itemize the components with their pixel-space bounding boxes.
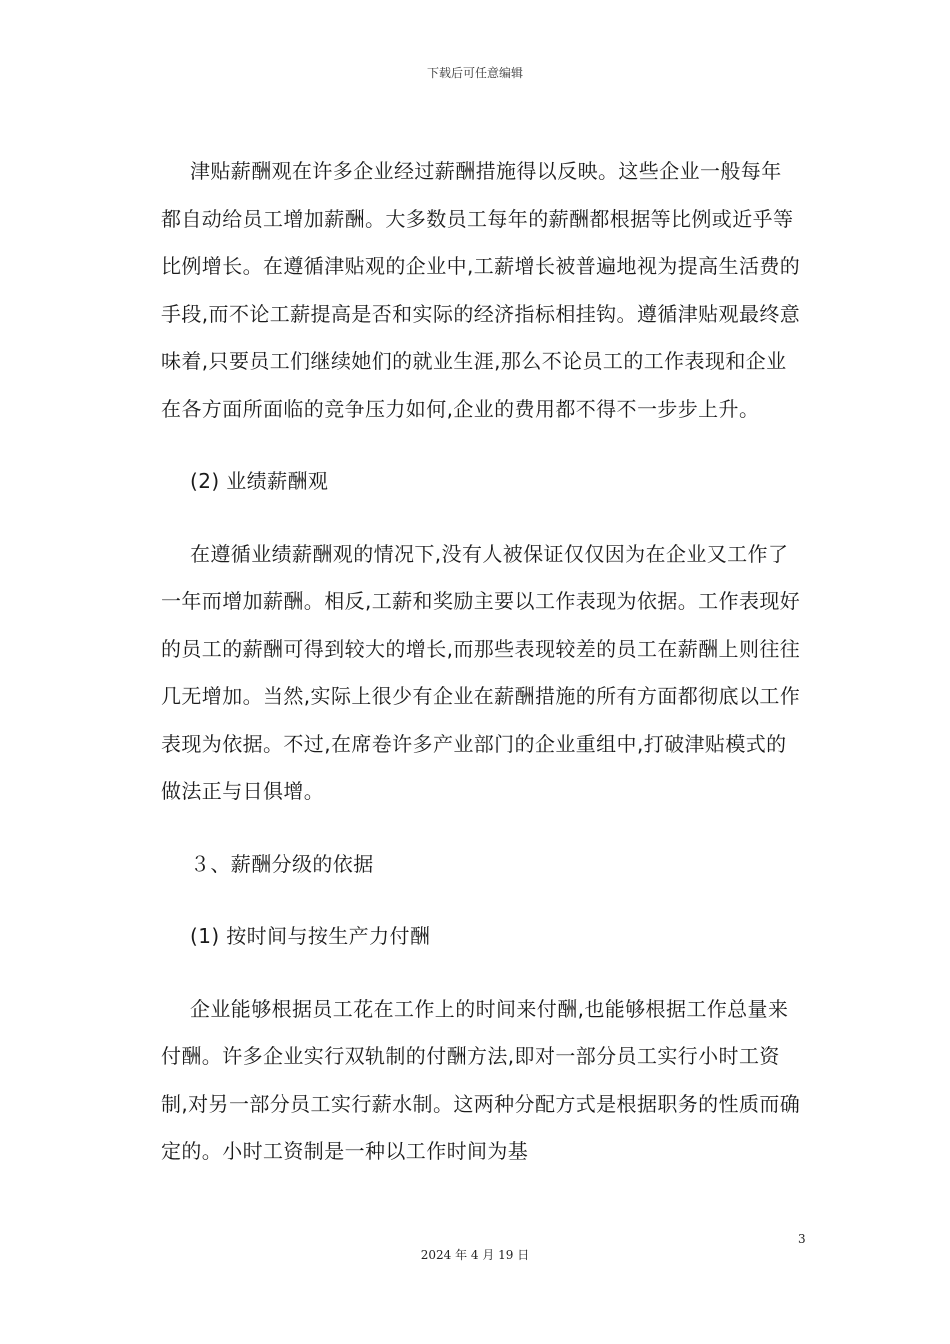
paragraph-gap: [161, 961, 801, 986]
paragraph-time-vs-productivity: 企业能够根据员工花在工作上的时间来付酬,也能够根据工作总量来付酬。许多企业实行双轨制的付酬方法,即对一部分员工实行小时工资制,对另一部分员工实行薪水制。这两种分配方式是根据职务的性质而确定的。小时工资制是一种以工作时间为基: [161, 996, 801, 1163]
paragraph-gap: [161, 816, 801, 841]
paragraph-gap: [161, 888, 801, 913]
page-header: 下载后可任意编辑: [426, 66, 523, 80]
section-heading-pay-grading-basis: ３、薪酬分级的依据: [190, 851, 374, 876]
paragraph-allowance-view: 津贴薪酬观在许多企业经过薪酬措施得以反映。这些企业一般每年都自动给员工增加薪酬。大多数员工每年的薪酬都根据等比例或近乎等比例增长。在遵循津贴观的企业中,工薪增长被普遍地视为提高生活费的手段,而不论工薪提高是否和实际的经济指标相挂钩。遵循津贴观最终意味着,只要员工们继续她们的就业生涯,那么不论员工的工作表现和企业在各方面所面临的竞争压力如何,企业的费用都不得不一步步上升。: [161, 159, 801, 421]
page-footer-date: 2024 年 4 月 19 日: [420, 1248, 530, 1262]
paragraph-gap: [161, 433, 801, 458]
paragraph-gap: [161, 506, 801, 531]
document-body: [161, 148, 801, 1176]
page-number: 3: [798, 1232, 806, 1246]
section-heading-time-vs-productivity: (1) 按时间与按生产力付酬: [190, 924, 431, 948]
paragraph-performance-view: 在遵循业绩薪酬观的情况下,没有人被保证仅仅因为在企业又工作了一年而增加薪酬。相反,工薪和奖励主要以工作表现为依据。工作表现好的员工的薪酬可得到较大的增长,而那些表现较差的员工在薪酬上则往往几无增加。当然,实际上很少有企业在薪酬措施的所有方面都彻底以工作表现为依据。不过,在席卷许多产业部门的企业重组中,打破津贴模式的做法正与日俱增。: [161, 541, 801, 803]
section-heading-performance-view: (2) 业绩薪酬观: [190, 469, 329, 493]
